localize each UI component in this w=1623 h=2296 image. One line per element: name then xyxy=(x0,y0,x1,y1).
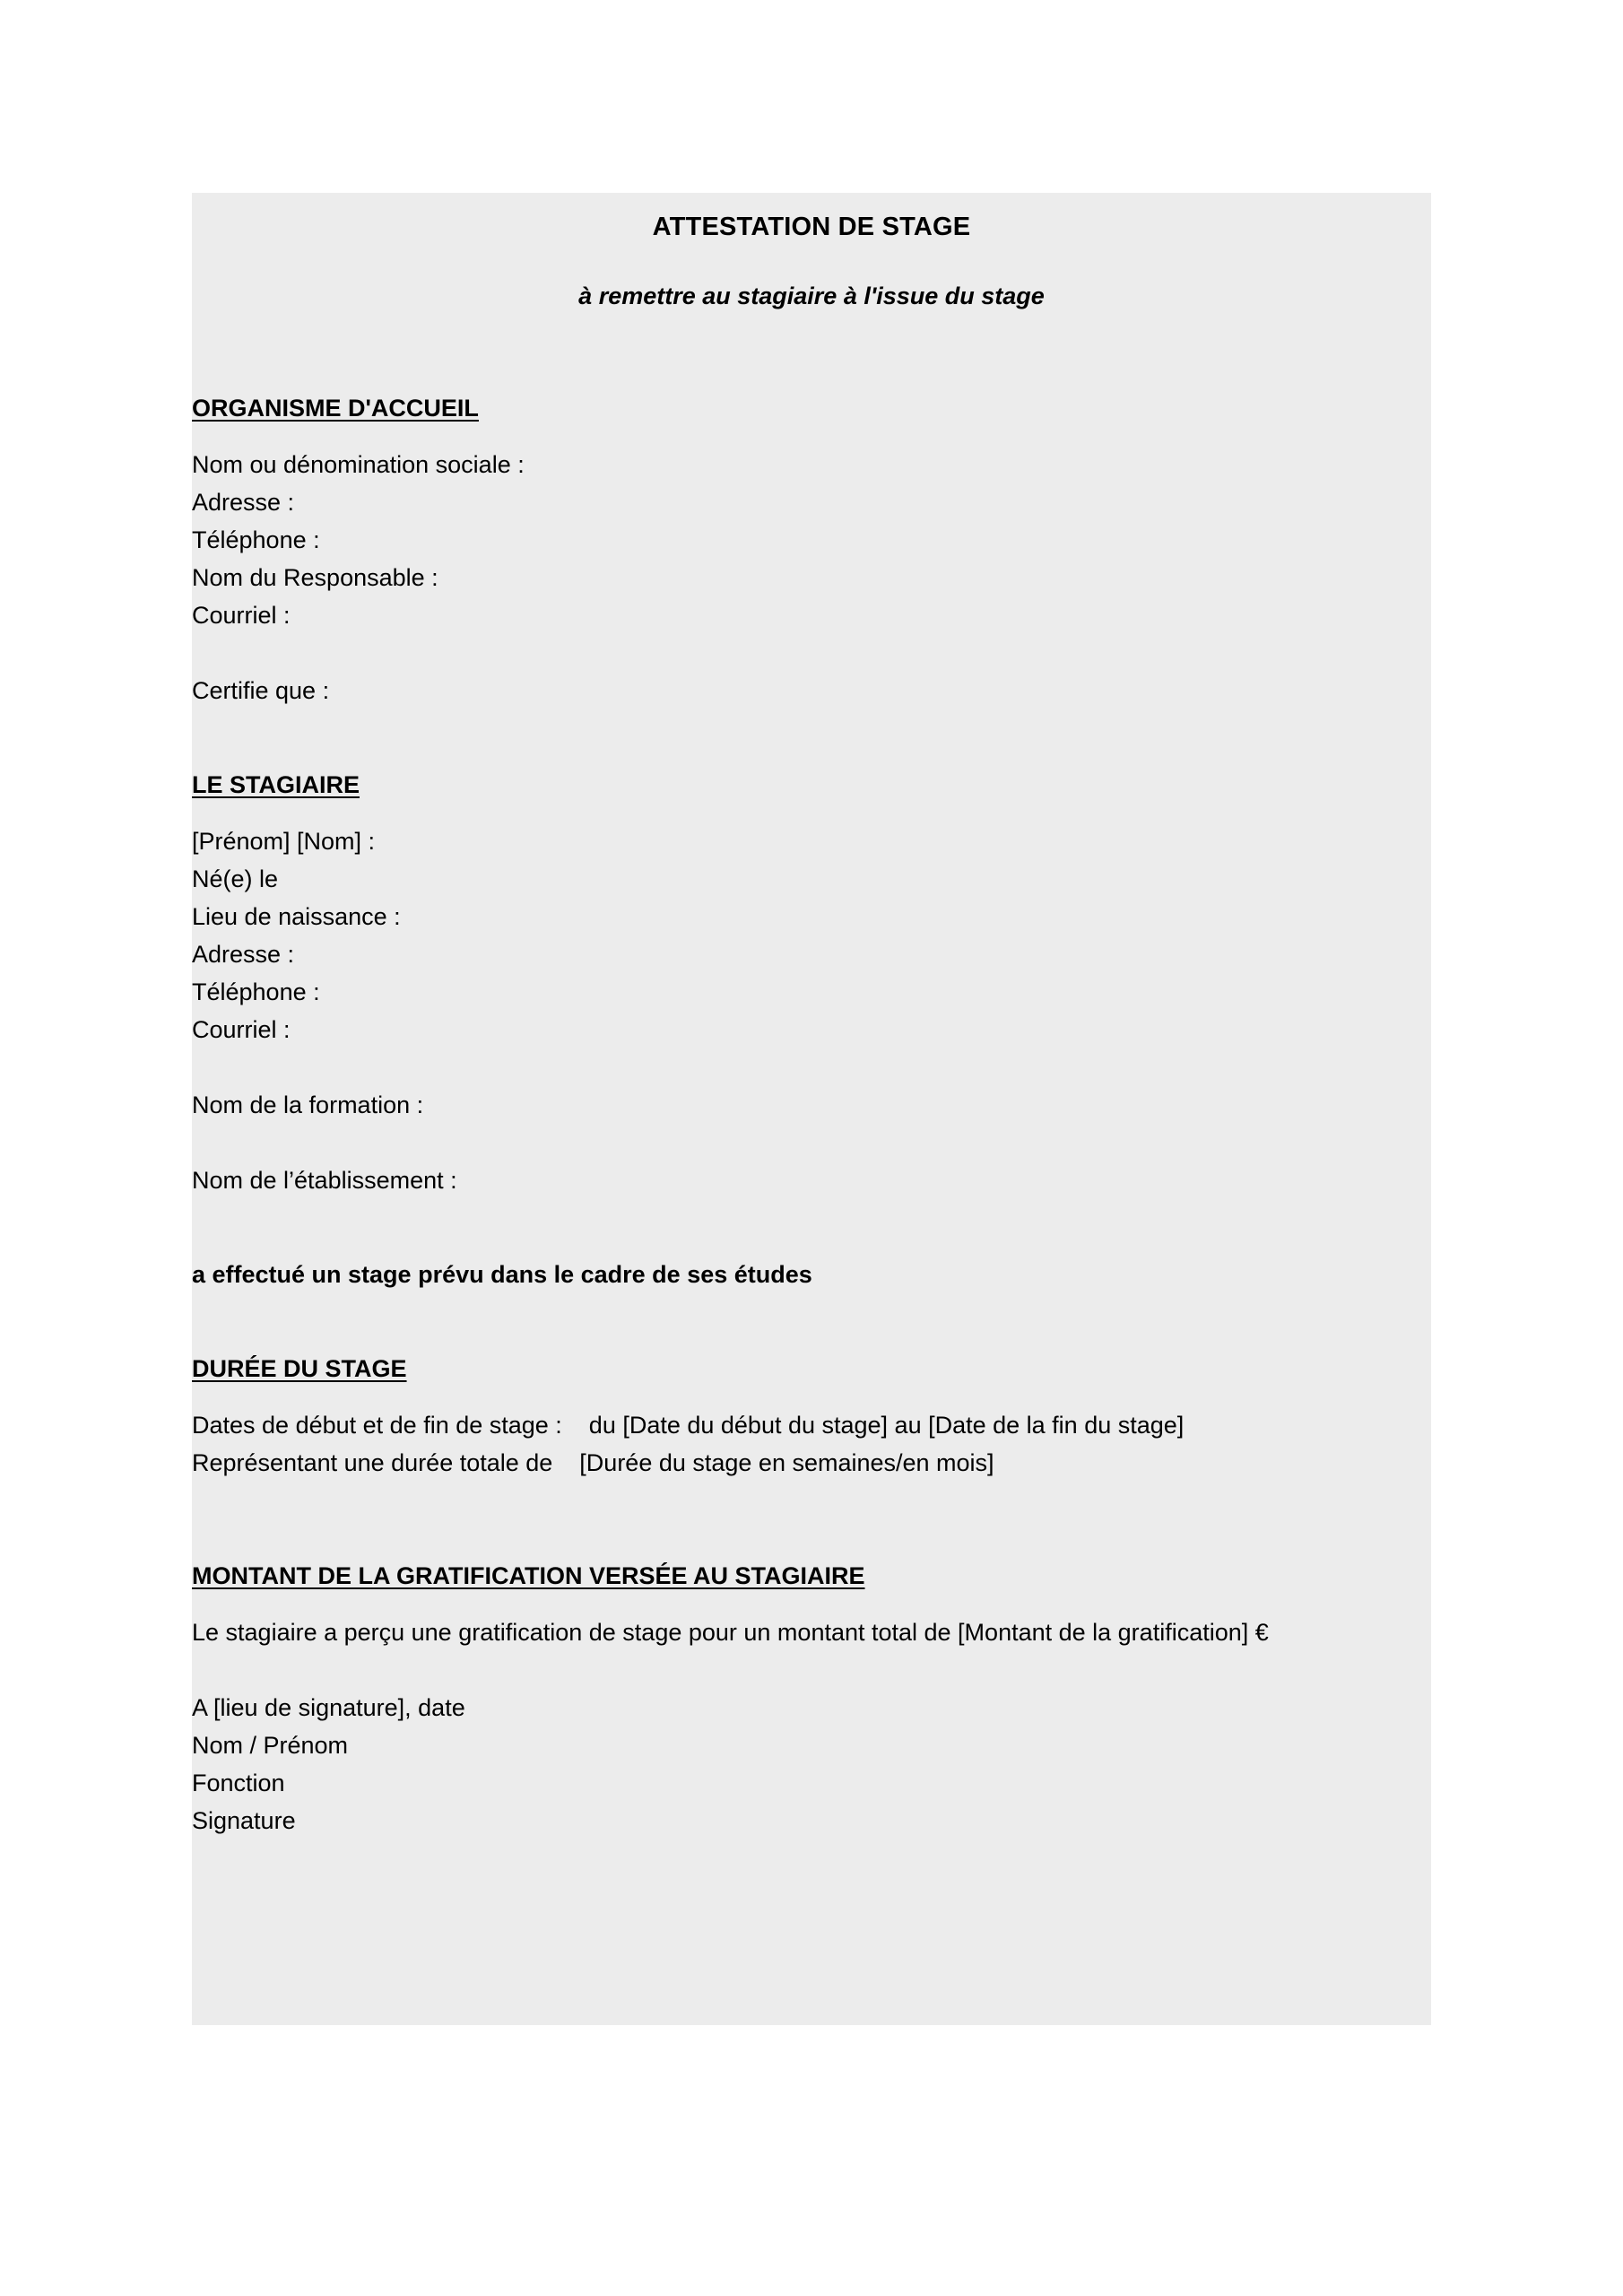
field-label-adresse: Adresse : xyxy=(192,489,295,516)
spacer xyxy=(192,1482,1431,1557)
signature-signature-line: Signature xyxy=(192,1807,296,1834)
spacer xyxy=(192,1595,1431,1613)
spacer xyxy=(192,1293,1431,1350)
statement-internship-completed: a effectué un stage prévu dans le cadre de ses études xyxy=(192,1261,812,1288)
duration-total-line: Représentant une durée totale de [Durée du stage en semaines/en mois] xyxy=(192,1449,994,1476)
page-title: ATTESTATION DE STAGE xyxy=(652,213,971,241)
field-label-nom-formation: Nom de la formation : xyxy=(192,1091,424,1118)
gratification-paragraph: Le stagiaire a perçu une gratification de stage pour un montant total de [Montant de la gratification] € xyxy=(192,1619,1269,1646)
section-heading-host-organisation: ORGANISME D'ACCUEIL xyxy=(192,395,479,422)
spacer xyxy=(192,1651,1431,1689)
spacer xyxy=(192,1124,1431,1161)
section-heading-duration: DURÉE DU STAGE xyxy=(192,1355,407,1382)
spacer xyxy=(192,709,1431,766)
section-heading-trainee: LE STAGIAIRE xyxy=(192,771,360,798)
signature-function-line: Fonction xyxy=(192,1770,285,1796)
section-host-organisation xyxy=(192,389,1431,709)
field-label-courriel: Courriel : xyxy=(192,602,291,629)
field-label-telephone: Téléphone : xyxy=(192,526,320,553)
page-subtitle: à remettre au stagiaire à l'issue du stage xyxy=(578,283,1045,309)
field-label-nom-responsable: Nom du Responsable : xyxy=(192,564,438,591)
field-label-prenom-nom: [Prénom] [Nom] : xyxy=(192,828,376,855)
signature-place-date-line: A [lieu de signature], date xyxy=(192,1694,465,1721)
section-heading-gratification: MONTANT DE LA GRATIFICATION VERSÉE AU STAGIAIRE xyxy=(192,1562,865,1589)
field-label-trainee-courriel: Courriel : xyxy=(192,1016,291,1043)
spacer xyxy=(192,1048,1431,1086)
section-signature xyxy=(192,1689,1431,1839)
spacer xyxy=(192,314,1431,389)
certifies-que-line: Certifie que : xyxy=(192,677,330,704)
section-gratification xyxy=(192,1557,1431,1651)
spacer xyxy=(192,1199,1431,1256)
field-label-lieu-naissance: Lieu de naissance : xyxy=(192,903,401,930)
duration-dates-line: Dates de début et de fin de stage : du [Date du début du stage] au [Date de la fin du stage] xyxy=(192,1412,1185,1439)
host-organisation-fields xyxy=(192,446,1431,634)
spacer xyxy=(192,427,1431,446)
trainee-fields xyxy=(192,822,1431,1048)
section-duration xyxy=(192,1350,1431,1482)
field-label-trainee-adresse: Adresse : xyxy=(192,941,295,968)
document-content-box xyxy=(192,193,1431,2025)
field-label-nom-denomination-sociale: Nom ou dénomination sociale : xyxy=(192,451,525,478)
spacer xyxy=(192,1387,1431,1406)
spacer xyxy=(192,804,1431,822)
field-label-nom-etablissement: Nom de l’établissement : xyxy=(192,1167,457,1194)
section-trainee xyxy=(192,766,1431,1293)
signature-name-line: Nom / Prénom xyxy=(192,1732,349,1759)
document-inner xyxy=(192,193,1431,1839)
field-label-trainee-telephone: Téléphone : xyxy=(192,978,320,1005)
field-label-date-naissance: Né(e) le xyxy=(192,865,279,892)
spacer xyxy=(192,634,1431,672)
